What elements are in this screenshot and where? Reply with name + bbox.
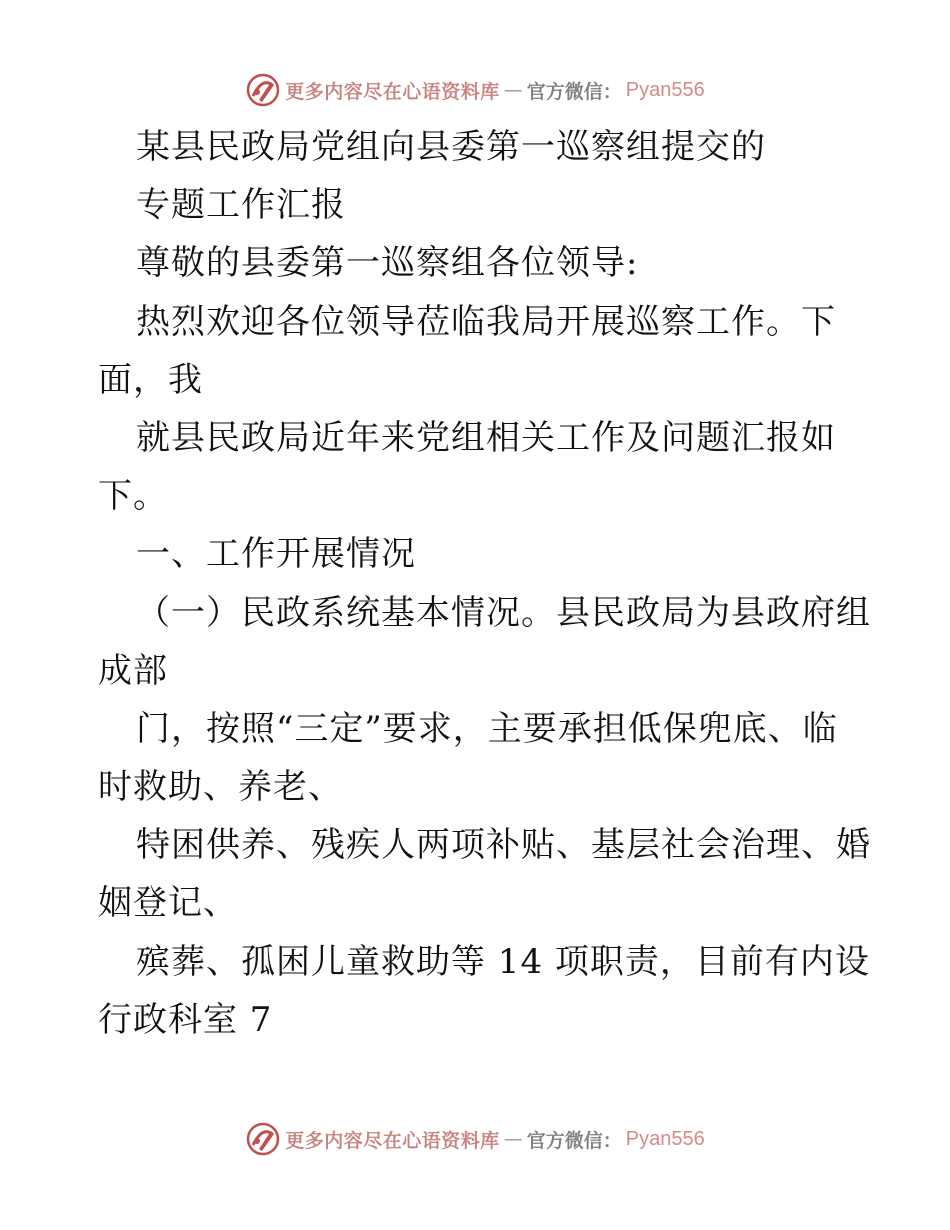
- logo-icon: [245, 72, 281, 108]
- watermark-wechat-id: Pyan556: [625, 1127, 705, 1150]
- watermark-slogan: 更多内容尽在心语资料库: [285, 80, 500, 103]
- logo-icon: [245, 1121, 281, 1157]
- document-line: 专题工作汇报: [136, 185, 346, 226]
- document-line: 就县民政局近年来党组相关工作及问题汇报如: [136, 417, 836, 458]
- document-line: 时救助、养老、: [98, 767, 343, 808]
- document-line: 成部: [98, 650, 168, 691]
- watermark-dash: —: [503, 1128, 523, 1150]
- footer-watermark: [0, 1117, 950, 1161]
- document-line: 尊敬的县委第一巡察组各位领导:: [136, 243, 639, 284]
- document-line: 门，按照“三定”要求，主要承担低保兜底、临: [136, 708, 838, 749]
- document-line: 特困供养、残疾人两项补贴、基层社会治理、婚: [136, 825, 871, 866]
- header-watermark: [0, 68, 950, 112]
- document-line: 一、工作开展情况: [136, 534, 416, 575]
- watermark-slogan: 更多内容尽在心语资料库: [285, 1129, 500, 1152]
- document-line: 某县民政局党组向县委第一巡察组提交的: [136, 127, 766, 167]
- document-line: 面，我: [98, 359, 203, 400]
- watermark-dash: —: [503, 79, 523, 101]
- watermark-wechat-id: Pyan556: [625, 78, 705, 101]
- document-line: 热烈欢迎各位领导莅临我局开展巡察工作。下: [136, 301, 836, 342]
- watermark-label: 官方微信：: [526, 1129, 622, 1152]
- document-line: 姻登记、: [98, 883, 238, 924]
- document-line: 下。: [98, 476, 168, 517]
- document-line: （一）民政系统基本情况。县民政局为县政府组: [136, 592, 871, 633]
- watermark-label: 官方微信：: [526, 80, 622, 103]
- document-line: 殡葬、孤困儿童救助等 14 项职责，目前有内设: [136, 941, 870, 982]
- document-body: [98, 118, 871, 1049]
- document-line: 行政科室 7: [98, 999, 273, 1040]
